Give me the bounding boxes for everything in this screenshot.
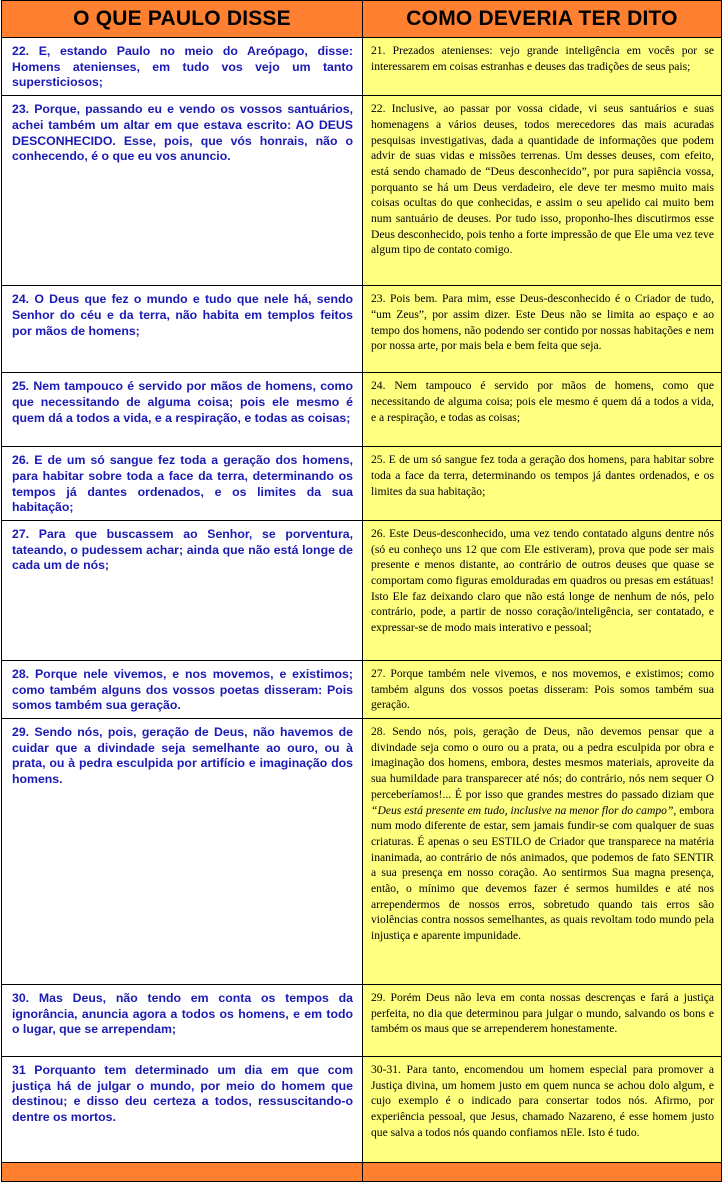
table-row — [2, 985, 722, 1057]
rewrite-verse-22: 22. Inclusive, ao passar por vossa cidade, vi seus santuários e suas homenagens a vários deuses, todos merecedores das mais acuradas pesquisas investigativas, dada a quantidade de informações que podem advir de suas vidas e missões terrenas. Um desses deuses, com efeito, está sendo chamado de “Deus desconhecido”, por pura sapiência vossa, porquanto se há um Deus verdadeiro, ele deve ter mesmo muito mais coisas ocultas do que conhecidas, e assim o seu apelido cai muito bem num santuário de deuses. Por tudo isso, proponho-lhes discutirmos esse Deus desconhecido, pois tenho a forte impressão de que Ele uma vez teve algum tipo de contato comigo. — [363, 96, 722, 286]
rewrite-verse-27: 27. Porque também nele vivemos, e nos movemos, e existimos; como também alguns dos vossos poetas disseram: Pois somos também sua geração. — [363, 660, 722, 718]
header-paulo-disse: O QUE PAULO DISSE — [2, 1, 363, 38]
footer-row — [2, 1163, 722, 1182]
paulo-verse-30: 30. Mas Deus, não tendo em conta os tempos da ignorância, anuncia agora a todos os homens, e em todo o lugar, que se arrependam; — [2, 985, 363, 1057]
paulo-verse-22: 22. E, estando Paulo no meio do Areópago, disse: Homens atenienses, em tudo vos vejo um tanto supersticiosos; — [2, 38, 363, 96]
footer-cell-right — [363, 1163, 722, 1182]
paulo-verse-27: 27. Para que buscassem ao Senhor, se porventura, tateando, o pudessem achar; ainda que não está longe de cada um de nós; — [2, 520, 363, 660]
table-row — [2, 660, 722, 718]
table-row — [2, 286, 722, 373]
paulo-verse-24: 24. O Deus que fez o mundo e tudo que nele há, sendo Senhor do céu e da terra, não habita em templos feitos por mãos de homens; — [2, 286, 363, 373]
rewrite-verse-23: 23. Pois bem. Para mim, esse Deus-desconhecido é o Criador de tudo, “um Zeus”, por assim dizer. Este Deus não se limita ao espaço e ao tempo dos homens, não podendo ser contido por nossas habitações e nem por nossa arte, por mais bela e bem feita que seja. — [363, 286, 722, 373]
rewrite-verse-28-text-b: , embora num modo diferente de estar, sem jamais fundir-se com qualquer de suas criaturas. É apenas o seu ESTILO de Criador que transparece na matéria inanimada, ao contrário de nós animados, que podemos de fato SENTIR a sua presença em nosso coração. Ao sentirmos Sua magna presença, então, o mínimo que devemos fazer é sermos humildes e até nos arrependermos de nossos erros, sobretudo quando tais erros são violências contra nossos semelhantes, as quais revoltam todo mundo pela injustiça e aparente impunidade. — [371, 803, 714, 943]
table-row — [2, 719, 722, 985]
table-row — [2, 38, 722, 96]
table-row — [2, 520, 722, 660]
rewrite-verse-24: 24. Nem tampouco é servido por mãos de homens, como que necessitando de alguma coisa; pois ele mesmo é quem dá a todos a vida, e a respiração, e todas as coisas; — [363, 373, 722, 447]
table-row — [2, 96, 722, 286]
paulo-verse-23: 23. Porque, passando eu e vendo os vossos santuários, achei também um altar em que estava escrito: AO DEUS DESCONHECIDO. Esse, pois, que vós honrais, não o conhecendo, é o que eu vos anuncio. — [2, 96, 363, 286]
table-row — [2, 1057, 722, 1163]
paulo-verse-28: 28. Porque nele vivemos, e nos movemos, e existimos; como também alguns dos vossos poetas disseram: Pois somos também sua geração. — [2, 660, 363, 718]
paulo-verse-25: 25. Nem tampouco é servido por mãos de homens, como que necessitando de alguma coisa; pois ele mesmo é quem dá a todos a vida, e a respiração, e todas as coisas; — [2, 373, 363, 447]
paulo-verse-26: 26. E de um só sangue fez toda a geração dos homens, para habitar sobre toda a face da terra, determinando os tempos já dantes ordenados, e os limites da sua habitação; — [2, 447, 363, 521]
rewrite-verse-29: 29. Porém Deus não leva em conta nossas descrenças e fará a justiça perfeita, no dia que determinou para julgar o mundo, salvando os bons e também os maus que se arrependerem honestamente. — [363, 985, 722, 1057]
rewrite-verse-28-text-a: 28. Sendo nós, pois, geração de Deus, não devemos pensar que a divindade seja como o ouro ou a prata, ou a pedra esculpida por obra e imaginação dos homens, embora, destes mesmos materiais, aproveite da sua humildade para transparecer até nós; do contrário, nós nem sequer O perceberíamos!... É por isso que grandes mestres do passado diziam que — [371, 725, 714, 801]
paulo-verse-29: 29. Sendo nós, pois, geração de Deus, não havemos de cuidar que a divindade seja semelhante ao ouro, ou à prata, ou à pedra esculpida por artifício e imaginação dos homens. — [2, 719, 363, 985]
rewrite-verse-28-quote: “Deus está presente em tudo, inclusive na menor flor do campo” — [371, 803, 674, 817]
rewrite-verse-26: 26. Este Deus-desconhecido, uma vez tendo contatado alguns dentre nós (só eu conheço uns 12 que com Ele estiveram), prova que pode ser mais presente e menos distante, ao contrário de outros deuses que quase se comportam como figuras emolduradas em quadros ou presas em estátuas! Isto Ele faz deixando claro que não está longe de nenhum de nós, pelo contrário, pode, a partir de nosso coração/inteligência, ser contatado, e expressar-se de modo mais interativo e pessoal; — [363, 520, 722, 660]
rewrite-verse-25: 25. E de um só sangue fez toda a geração dos homens, para habitar sobre toda a face da terra, determinando os tempos já dantes ordenados, e os limites da sua habitação; — [363, 447, 722, 521]
rewrite-verse-30-31: 30-31. Para tanto, encomendou um homem especial para promover a Justiça divina, um homem justo em quem nunca se achou dolo algum, e cujo exemplo é o indicado para consertar todos nós. Afirmo, por experiência pessoal, que Jesus, chamado Nazareno, é esse homem justo que salva a todos nós quando confiamos nEle. Isto é tudo. — [363, 1057, 722, 1163]
comparison-table — [1, 0, 722, 1182]
rewrite-verse-28 — [363, 719, 722, 985]
footer-cell-left — [2, 1163, 363, 1182]
table-row — [2, 373, 722, 447]
paulo-verse-31: 31 Porquanto tem determinado um dia em que com justiça há de julgar o mundo, por meio do homem que destinou; e disso deu certeza a todos, ressuscitando-o dentre os mortos. — [2, 1057, 363, 1163]
table-row — [2, 447, 722, 521]
header-deveria-ter-dito: COMO DEVERIA TER DITO — [363, 1, 722, 38]
header-row — [2, 1, 722, 38]
rewrite-verse-21: 21. Prezados atenienses: vejo grande inteligência em vocês por se interessarem em coisas estranhas e deuses das tradições de seus pais; — [363, 38, 722, 96]
